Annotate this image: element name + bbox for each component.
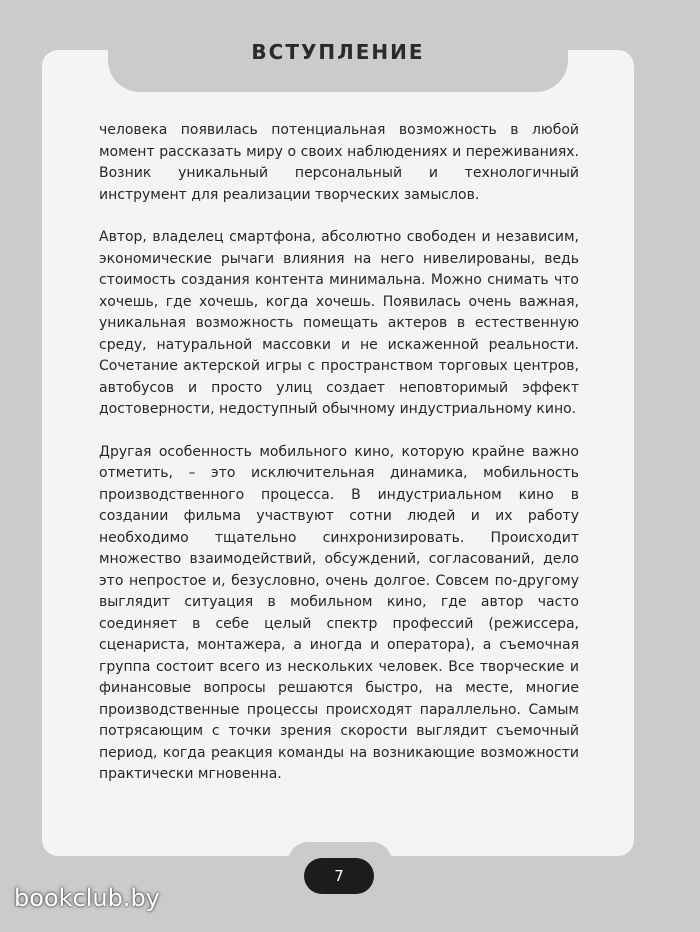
paragraph-2: Автор, владелец смартфона, абсолютно свободен и независим, экономические рычаги влияния на него нивелированы, ведь стоимость создания контента минимальна. Можно снимать что хочешь, где хочешь, когда хочешь. Появилась очень важная, уникальная возможность помещать актеров в естественную среду, натуральной массовки и не искаженной реальности. Сочетание актерской игры с пространством торговых центров, автобусов и просто улиц создает неповторимый эффект достоверности, недоступный обычному индустриальному кино.: [99, 229, 579, 417]
body-text: [99, 120, 579, 807]
watermark: bookclub.by: [14, 884, 160, 912]
page-number-badge: 7: [304, 858, 374, 894]
paragraph-1: человека появилась потенциальная возможность в любой момент рассказать миру о своих наблюдениях и переживаниях. Возник уникальный персональный и технологичный инструмент для реализации творческих замыслов.: [99, 122, 579, 203]
chapter-title: ВСТУПЛЕНИЕ: [251, 40, 425, 64]
paragraph-3: Другая особенность мобильного кино, которую крайне важно отметить, – это исключительная динамика, мобильность производственного процесса. В индустриальном кино в создании фильма участвуют сотни людей и их работу необходимо тщательно синхронизировать. Происходит множество взаимодействий, обсуждений, согласований, дело это непростое и, безусловно, очень долгое. Совсем по-другому выглядит ситуация в мобильном кино, где автор часто соединяет в себе целый спектр профессий (режиссера, сценариста, монтажера, а иногда и оператора), а съемочная группа состоит всего из нескольких человек. Все творческие и финансовые вопросы решаются быстро, на месте, многие производственные процессы происходят параллельно. Самым потрясающим с точки зрения скорости выглядит съемочный период, когда реакция команды на возникающие возможности практически мгновенна.: [99, 443, 579, 782]
